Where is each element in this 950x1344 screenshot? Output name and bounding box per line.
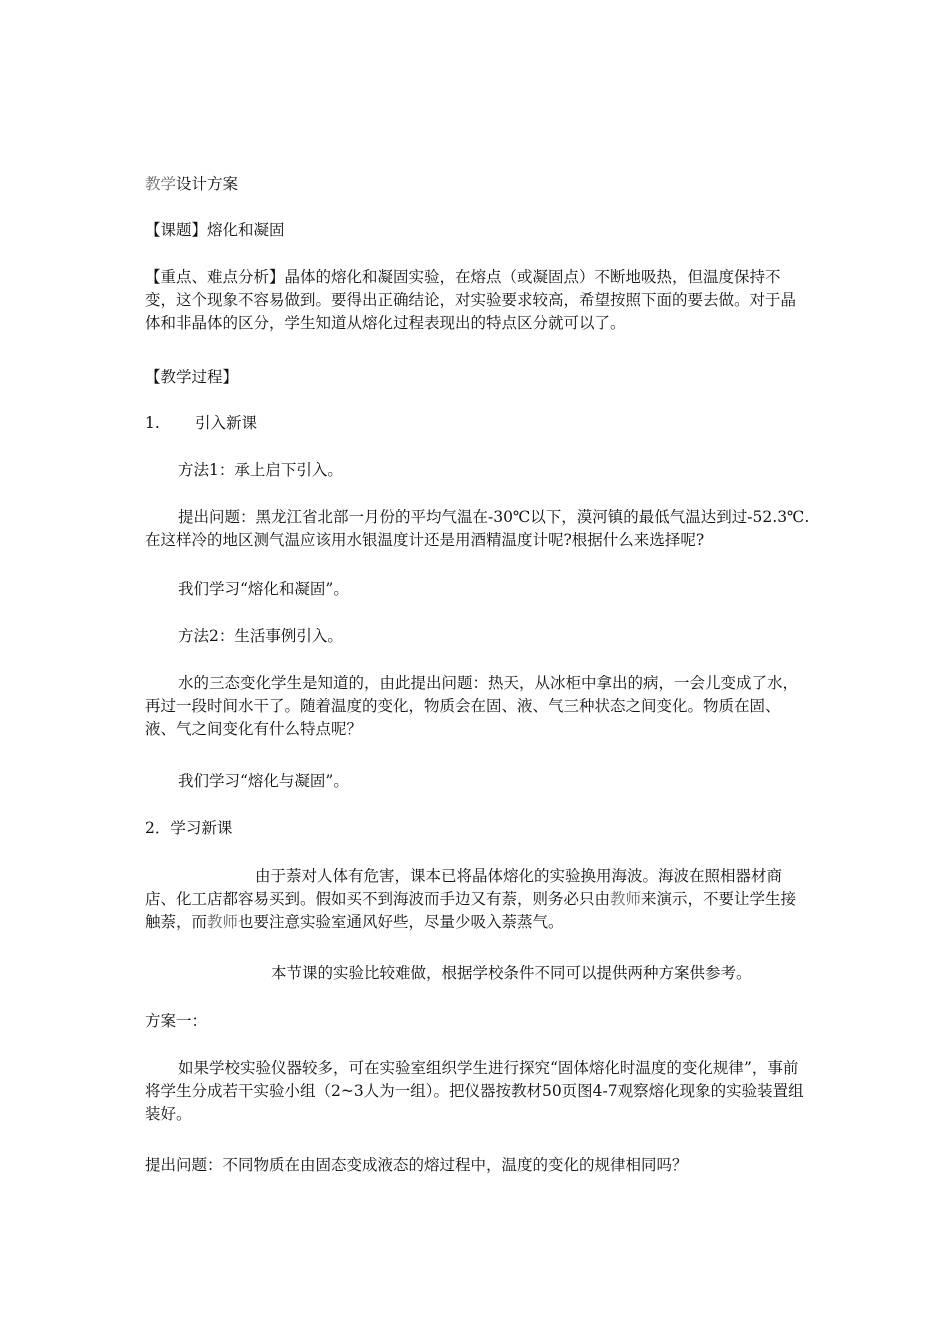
naphthalene-text-a: 由于萘对人体有危害，课本已将晶体熔化的实验换用海波。海波在照相器材商店、化工店都容易买到。假如买不到海波而手边又有萘，则务必只由 [145, 867, 783, 908]
naphthalene-paragraph [145, 865, 810, 934]
doc-title-part1: 教学 [145, 175, 177, 193]
naphthalene-text-b: 来演示，不要让学生接触萘，而 [145, 890, 797, 931]
doc-title [145, 173, 810, 196]
method2-line: 方法2：生活事例引入。 [178, 627, 343, 645]
section2-heading: 2．学习新课 [145, 819, 233, 837]
topic-line: 【课题】熔化和凝固 [145, 221, 285, 239]
section1-heading [145, 412, 810, 435]
teacher-link-1: 教师 [610, 890, 642, 908]
water-states-paragraph: 水的三态变化学生是知道的，由此提出问题：热天，从冰柜中拿出的病，一会儿变成了水，再过一段时间水干了。随着温度的变化，物质会在固、液、气三种状态之间变化。物质在固、液、气之间变化有什么特点呢？ [145, 674, 799, 738]
plan1-heading: 方案一： [145, 1012, 208, 1030]
question1-paragraph: 提出问题：黑龙江省北部一月份的平均气温在-30℃以下，漠河镇的最低气温达到过-52.3℃.在这样冷的地区测气温应该用水银温度计还是用酒精温度计呢?根据什么来选择呢? [145, 508, 810, 549]
section1-title: 引入新课 [195, 414, 258, 432]
teacher-link-2: 教师 [207, 913, 239, 931]
key-points-paragraph: 【重点、难点分析】晶体的熔化和凝固实验，在熔点（或凝固点）不断地吸热，但温度保持不变，这个现象不容易做到。要得出正确结论，对实验要求较高，希望按照下面的要去做。对于晶体和非晶体的区分，学生知道从熔化过程表现出的特点区分就可以了。 [145, 268, 797, 332]
process-heading: 【教学过程】 [145, 368, 239, 386]
question2-line: 提出问题：不同物质在由固态变成液态的熔过程中，温度的变化的规律相同吗？ [145, 1156, 688, 1174]
method1-line: 方法1：承上启下引入。 [178, 461, 343, 479]
naphthalene-text-c: 也要注意实验室通风好些，尽量少吸入萘蒸气。 [238, 913, 564, 931]
learn2-line: 我们学习“熔化与凝固”。 [178, 772, 349, 790]
learn1-line: 我们学习“熔化和凝固”。 [178, 580, 349, 598]
section1-number: 1. [145, 414, 160, 432]
plan1-paragraph: 如果学校实验仪器较多，可在实验室组织学生进行探究“固体熔化时温度的变化规律”，事前将学生分成若干实验小组（2~3人为一组）。把仪器按教材50页图4-7观察熔化现象的实验装置组装好。 [145, 1059, 804, 1123]
experiment-note-line: 本节课的实验比较难做，根据学校条件不同可以提供两种方案供参考。 [271, 964, 752, 982]
doc-title-part2: 设计方案 [176, 175, 239, 193]
